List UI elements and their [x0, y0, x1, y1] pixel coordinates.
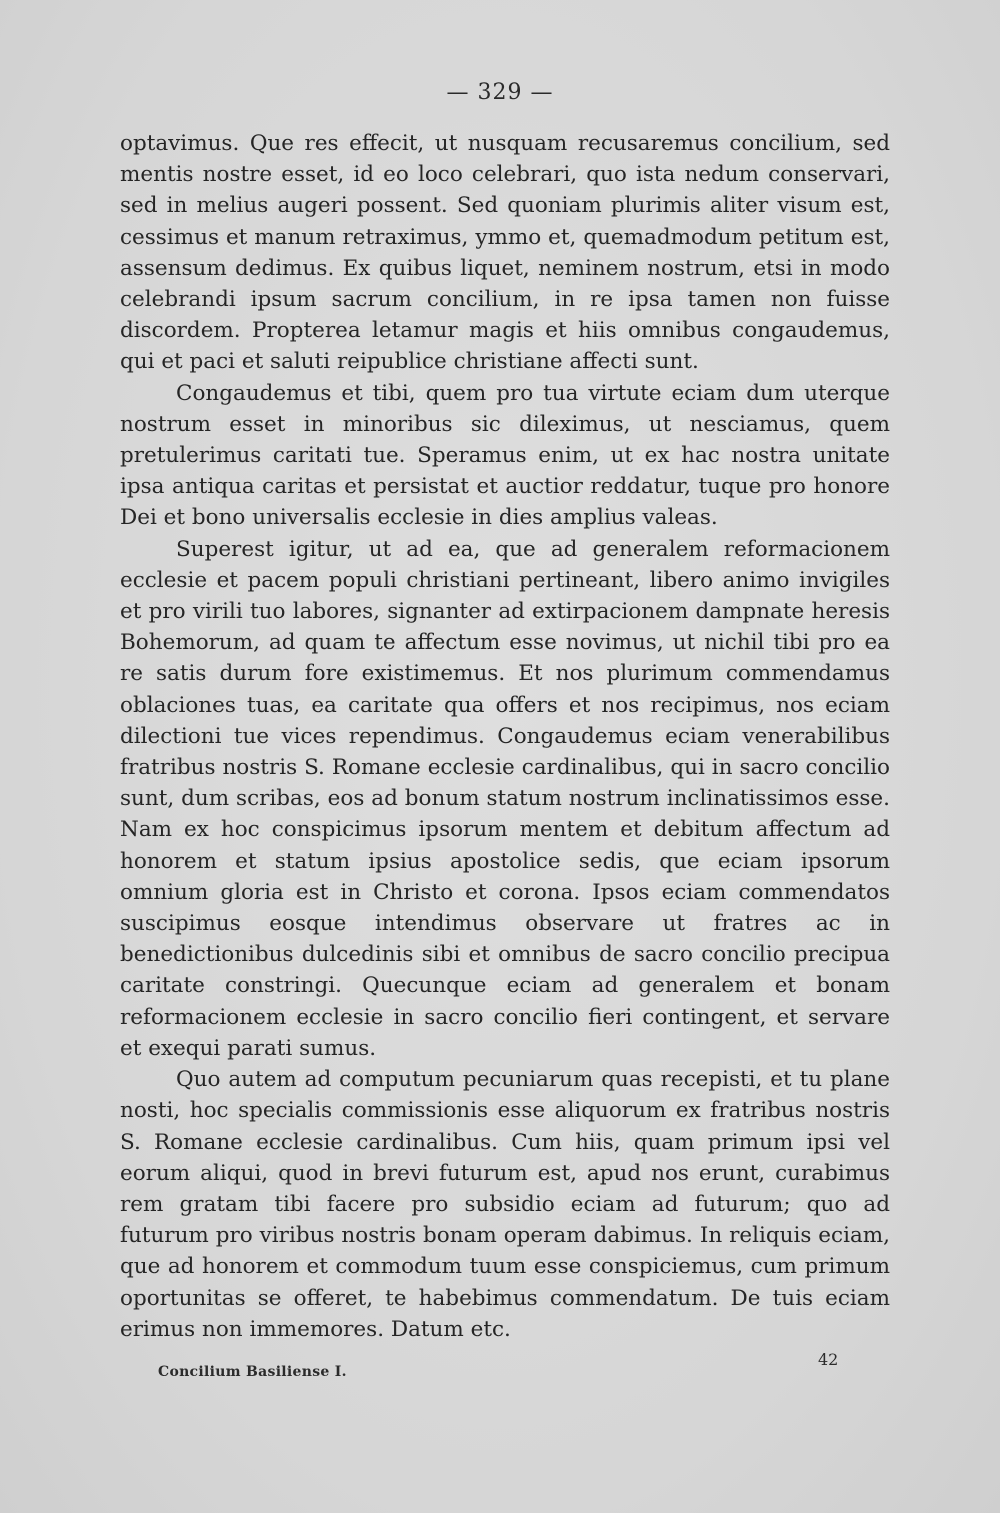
page-number: — 329 —: [446, 80, 554, 105]
paragraph-2: Congaudemus et tibi, quem pro tua virtute eciam dum uterque nostrum esset in minoribus sic dileximus, ut nesciamus, quem pretulerimus caritati tue. Speramus enim, ut ex hac nostra unitate ipsa antiqua caritas et persistat et auctior reddatur, tuque pro honore Dei et bono universalis ecclesie in dies amplius valeas.: [120, 380, 890, 531]
paragraph-4: Quo autem ad computum pecuniarum quas recepisti, et tu plane nosti, hoc specialis commissionis esse aliquorum ex fratribus nostris S. Romane ecclesie cardinalibus. Cum hiis, quam primum ipsi vel eorum aliqui, quod in brevi futurum est, apud nos erunt, curabimus rem gratam tibi facere pro subsidio eciam ad futurum; quo ad futurum pro viribus nostris bonam operam dabimus. In reliquis eciam, que ad honorem et commodum tuum esse conspiciemus, cum primum oportunitas se offeret, te habebimus commendatum. De tuis eciam erimus non immemores. Datum etc.: [120, 1067, 890, 1342]
body-text: [120, 128, 890, 1345]
footer-sheet-number: 42: [818, 1350, 839, 1369]
footer-signature: Concilium Basiliense I.: [158, 1364, 347, 1380]
paragraph-1: optavimus. Que res effecit, ut nusquam recusaremus concilium, sed mentis nostre esset, id eo loco celebrari, quo ista nedum conservari, sed in melius augeri possent. Sed quoniam plurimis aliter visum est, cessimus et manum retraximus, ymmo et, quemadmodum petitum est, assensum dedimus. Ex quibus liquet, neminem nostrum, etsi in modo celebrandi ipsum sacrum concilium, in re ipsa tamen non fuisse discordem. Propterea letamur magis et hiis omnibus congaudemus, qui et paci et saluti reipublice christiane affecti sunt.: [120, 131, 890, 375]
paragraph-3: Superest igitur, ut ad ea, que ad generalem reformacionem ecclesie et pacem populi christiani pertineant, libero animo invigiles et pro virili tuo labores, signanter ad extirpacionem dampnate heresis Bohemorum, ad quam te affectum esse novimus, ut nichil tibi pro ea re satis durum fore existimemus. Et nos plurimum commendamus oblaciones tuas, ea caritate qua offers et nos recipimus, nos eciam dilectioni tue vices rependimus. Congaudemus eciam venerabilibus fratribus nostris S. Romane ecclesie cardinalibus, qui in sacro concilio sunt, dum scribas, eos ad bonum statum nostrum inclinatissimos esse. Nam ex hoc conspicimus ipsorum mentem et debitum affectum ad honorem et statum ipsius apostolice sedis, que eciam ipsorum omnium gloria est in Christo et corona. Ipsos eciam commendatos suscipimus eosque intendimus observare ut fratres ac in benedictionibus dulcedinis sibi et omnibus de sacro concilio precipua caritate constringi. Quecunque eciam ad generalem et bonam reformacionem ecclesie in sacro concilio fieri contingent, et servare et exequi parati sumus.: [120, 536, 890, 1061]
